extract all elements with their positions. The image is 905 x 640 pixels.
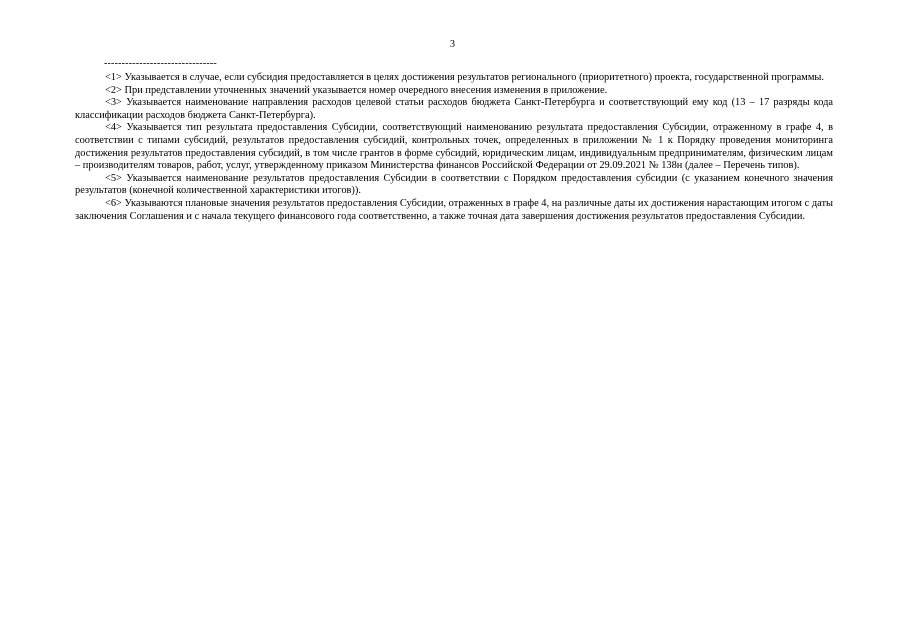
footnote-marker: <5> [105, 172, 122, 184]
footnote-3 [75, 97, 833, 122]
footnote-text: Указывается наименование направления расходов целевой статьи расходов бюджета Санкт-Петербурга и соответствующий ему код (13 – 17 разряды кода классификации расходов бюджета Санкт-Петербурга). [75, 97, 833, 121]
footnote-6 [75, 198, 833, 223]
footnote-marker: <2> [105, 84, 122, 96]
footnote-marker: <6> [105, 197, 122, 209]
footnote-text: Указывается наименование результатов предоставления Субсидии в соответствии с Порядком предоставления субсидии (с указанием конечного значения результатов (конечной количественной характеристики итогов)). [75, 172, 833, 197]
footnote-1 [75, 72, 833, 85]
footnote-marker: <3> [105, 97, 122, 109]
footnote-text: Указывается в случае, если субсидия предоставляется в целях достижения результатов регионального (приоритетного) проекта, государственной программы. [124, 72, 824, 83]
footnote-text: Указывается тип результата предоставления Субсидии, соответствующий наименованию результата предоставления Субсидии, отраженному в графе 4, в соответствии с типами субсидий, результатов предоставления субсидий, контрольных точек, определенных в приложении № 1 к Порядку проведения мониторинга достижения результатов предоставления субсидий, в том числе грантов в форме субсидий, юридическим лицам, индивидуальным предпринимателям, физическим лицам – производителям товаров, работ, услуг, утвержденному приказом Министерства финансов Российской Федерации от 29.09.2021 № 138н (далее – Перечень типов). [75, 122, 833, 172]
footnote-marker: <4> [105, 122, 122, 134]
footnote-marker: <1> [105, 72, 122, 83]
footnote-5 [75, 173, 833, 198]
footnote-4 [75, 122, 833, 172]
footnote-text: При представлении уточненных значений указывается номер очередного внесения изменения в приложение. [124, 84, 608, 96]
footnote-separator: -------------------------------- [104, 58, 217, 69]
footnotes [75, 72, 833, 223]
footnote-text: Указываются плановые значения результатов предоставления Субсидии, отраженных в графе 4, на различные даты их достижения нарастающим итогом с даты заключения Соглашения и с начала текущего финансового года соответственно, а также точная дата завершения достижения результатов предоставления Субсидии. [75, 197, 833, 222]
footnote-2 [75, 85, 833, 98]
page-number: 3 [450, 39, 455, 50]
